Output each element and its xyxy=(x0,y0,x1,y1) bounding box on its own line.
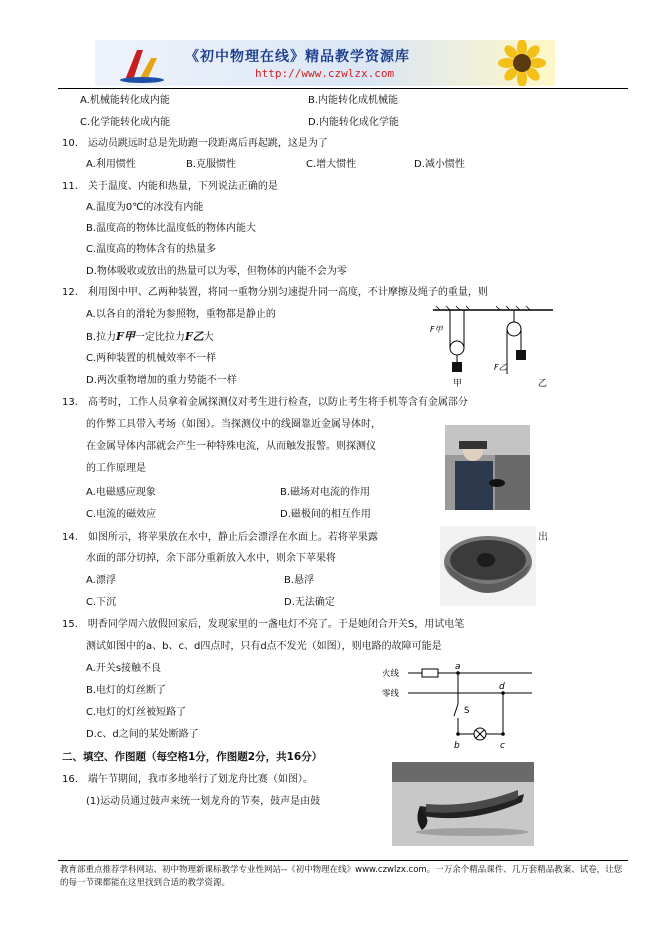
footer-rule xyxy=(58,860,628,861)
fig-neutral-wire-label: 零线 xyxy=(382,689,400,699)
fig-label-jia: 甲 xyxy=(453,379,463,389)
q10-option-b: B.克服惯性 xyxy=(186,159,237,170)
fuse-icon xyxy=(422,669,438,677)
q13-line-3: 在金属导体内部就会产生一种特殊电流，从而触发报警。则探测仪 xyxy=(86,441,376,452)
q16-line-2: (1)运动员通过鼓声来统一划龙舟的节奏，鼓声是由鼓 xyxy=(86,796,321,807)
q11-option-c: C.温度高的物体含有的热量多 xyxy=(86,244,217,255)
q13-option-d: D.磁极间的相互作用 xyxy=(280,509,371,520)
fig-force-yi: F乙 xyxy=(494,363,507,372)
banner-title: 《初中物理在线》精品教学资源库 xyxy=(185,49,410,65)
q15-option-b: B.电灯的灯丝断了 xyxy=(86,685,167,696)
q15-option-d: D.c、d之间的某处断路了 xyxy=(86,729,199,740)
q12-b-mid: 一定比拉力 xyxy=(134,332,185,343)
q12-option-b xyxy=(86,330,214,345)
fig-switch-label: S xyxy=(464,706,470,716)
logo-icon xyxy=(117,44,167,84)
fig-point-b: b xyxy=(454,741,460,751)
section-2-title: 二、填空、作图题（每空格1分，作图题2分，共16分） xyxy=(62,751,323,763)
q12-option-d: D.两次重物增加的重力势能不一样 xyxy=(86,375,237,386)
q16-line-1: 16. 端午节期间，我市多地举行了划龙舟比赛（如图）。 xyxy=(62,774,313,785)
q13-line-4: 的工作原理是 xyxy=(86,463,146,474)
q11-stem: 11. 关于温度、内能和热量，下列说法正确的是 xyxy=(62,181,278,192)
q15-option-c: C.电灯的灯丝被短路了 xyxy=(86,707,187,718)
q11-option-b: B.温度高的物体比温度低的物体内能大 xyxy=(86,223,257,234)
fig-point-a: a xyxy=(455,662,461,672)
fig-force-jia: F甲 xyxy=(430,325,443,334)
q13-option-c: C.电流的磁效应 xyxy=(86,509,157,520)
q14-line-1: 14. 如图所示，将苹果放在水中，静止后会漂浮在水面上。若将苹果露 xyxy=(62,532,378,543)
banner-url: http://www.czwlzx.com xyxy=(255,67,395,80)
q14-option-b: B.悬浮 xyxy=(284,575,315,586)
q13-option-a: A.电磁感应现象 xyxy=(86,487,156,498)
q10-option-d: D.减小惯性 xyxy=(414,159,465,170)
q12-force-yi: F乙 xyxy=(184,330,204,343)
q13-option-b: B.磁场对电流的作用 xyxy=(280,487,371,498)
footer-text: 教育部重点推荐学科网站、初中物理新课标教学专业性网站--《初中物理在线》www.czwlzx.com。一万余个精品课件、几万套精品教案、试卷，让您的每一节课都能在这里找到合适的教学资源。 xyxy=(60,865,623,888)
q9-option-c: C.化学能转化成内能 xyxy=(80,117,171,128)
q12-b-prefix: B.拉力 xyxy=(86,332,117,343)
apple-bowl-photo xyxy=(440,526,536,606)
q14-option-c: C.下沉 xyxy=(86,597,117,608)
q14-option-a: A.漂浮 xyxy=(86,575,116,586)
q10-stem: 10. 运动员跳远时总是先助跑一段距离后再起跳，这是为了 xyxy=(62,138,328,149)
pulley-figure xyxy=(428,304,558,390)
q13-line-2: 的作弊工具带入考场（如图）。当探测仪中的线圈靠近金属导体时， xyxy=(86,419,381,430)
q9-option-a: A.机械能转化成内能 xyxy=(80,95,170,106)
q15-option-a: A.开关s接触不良 xyxy=(86,663,162,674)
q10-option-c: C.增大惯性 xyxy=(306,159,357,170)
q11-option-a: A.温度为0℃的冰没有内能 xyxy=(86,202,204,213)
q14-option-d: D.无法确定 xyxy=(284,597,335,608)
q10-option-a: A.利用惯性 xyxy=(86,159,136,170)
q12-force-jia: F甲 xyxy=(116,330,135,343)
q15-line-2: 测试如图中的a、b、c、d四点时，只有d点不发光（如图），则电路的故障可能是 xyxy=(86,641,442,652)
fig-point-c: c xyxy=(500,741,505,751)
q14-line-1-end: 出 xyxy=(538,532,548,543)
q12-stem: 12. 利用图中甲、乙两种装置，将同一重物分别匀速提升同一高度，不计摩擦及绳子的重量，则 xyxy=(62,287,488,298)
q15-line-1: 15. 明香同学周六放假回家后，发现家里的一盏电灯不亮了。于是她闭合开关S，用试电笔 xyxy=(62,619,465,630)
fig-live-wire-label: 火线 xyxy=(382,669,400,679)
header-banner xyxy=(95,40,555,86)
circuit-figure xyxy=(382,660,540,752)
q12-b-suffix: 大 xyxy=(203,332,214,343)
sunflower-icon xyxy=(490,40,555,86)
q12-option-c: C.两种装置的机械效率不一样 xyxy=(86,353,217,364)
q13-line-1: 13. 高考时，工作人员拿着金属探测仪对考生进行检查，以防止考生将手机等含有金属部分 xyxy=(62,397,468,408)
q9-option-b: B.内能转化成机械能 xyxy=(308,95,399,106)
q14-line-2: 水面的部分切掉，余下部分重新放入水中，则余下苹果将 xyxy=(86,553,336,564)
q12-option-a: A.以各自的滑轮为参照物，重物都是静止的 xyxy=(86,309,276,320)
header-rule xyxy=(58,88,628,89)
fig-label-yi: 乙 xyxy=(538,379,548,389)
dragon-boat-photo xyxy=(392,762,534,846)
q11-option-d: D.物体吸收或放出的热量可以为零，但物体的内能不会为零 xyxy=(86,266,347,277)
metal-detector-photo xyxy=(445,425,530,510)
q9-option-d: D.内能转化成化学能 xyxy=(308,117,399,128)
fig-point-d: d xyxy=(499,682,505,692)
